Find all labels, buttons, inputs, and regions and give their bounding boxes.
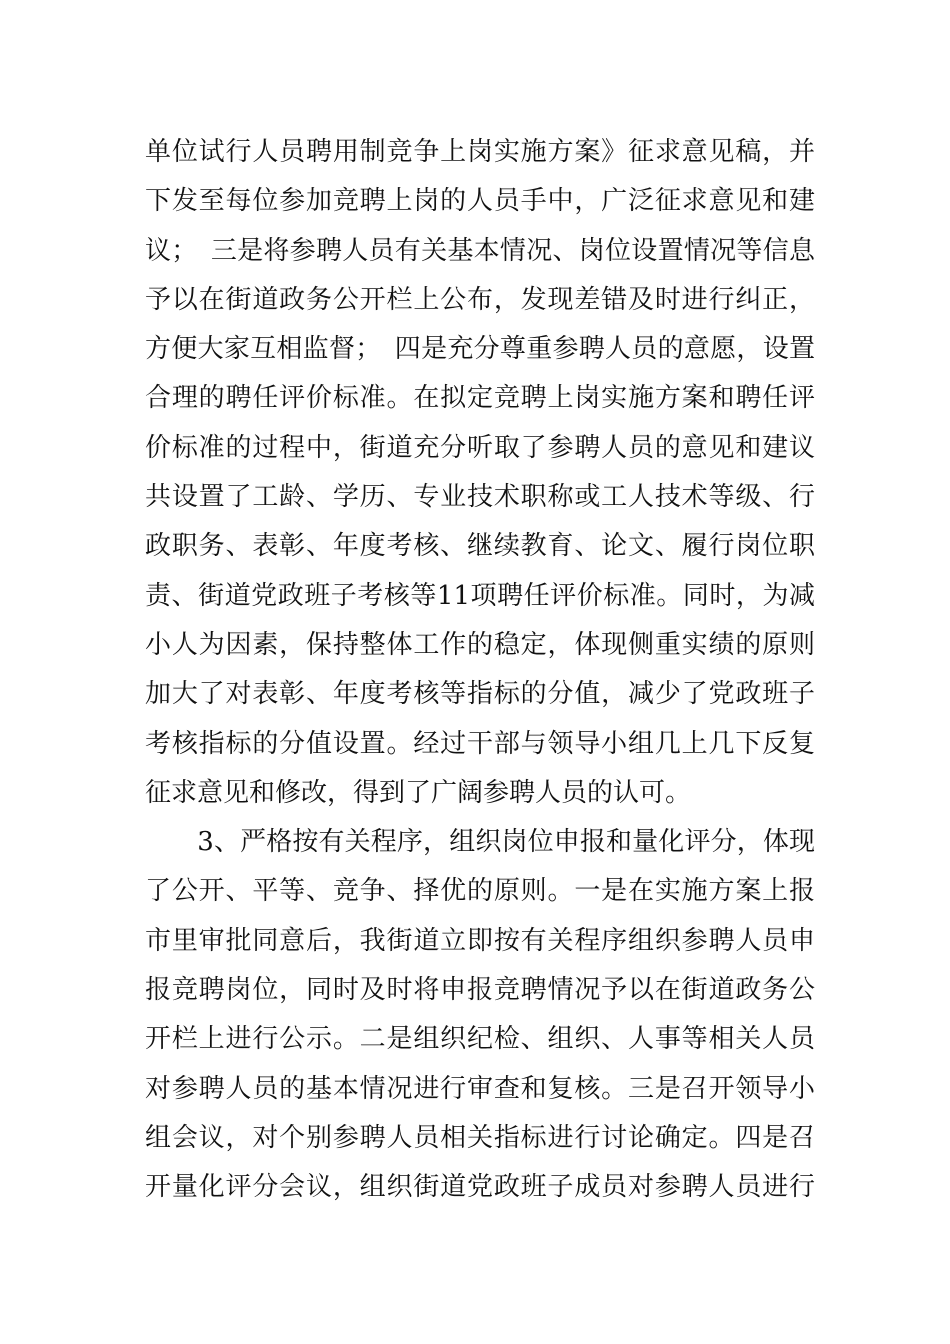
text-line: 开量化评分会议，组织街道党政班子成员对参聘人员进行 xyxy=(145,1172,815,1203)
text-line: 责、街道党政班子考核等11项聘任评价标准。同时，为减 xyxy=(145,580,815,611)
text-line: 考核指标的分值设置。经过干部与领导小组几上几下反复 xyxy=(145,728,815,759)
text-line: 予以在街道政务公开栏上公布，发现差错及时进行纠正， xyxy=(145,284,815,315)
text-line: 加大了对表彰、年度考核等指标的分值，减少了党政班子 xyxy=(145,679,815,710)
text-line: 市里审批同意后，我街道立即按有关程序组织参聘人员申 xyxy=(145,925,815,956)
text-line: 单位试行人员聘用制竞争上岗实施方案》征求意见稿，并 xyxy=(145,137,815,167)
body-text xyxy=(145,128,815,1213)
paragraph-start-line: 3、严格按有关程序，组织岗位申报和量化评分，体现 xyxy=(145,827,815,858)
text-line: 政职务、表彰、年度考核、继续教育、论文、履行岗位职 xyxy=(145,531,815,562)
text-line: 价标准的过程中，街道充分听取了参聘人员的意见和建议 xyxy=(145,432,815,463)
text-line: 下发至每位参加竞聘上岗的人员手中，广泛征求意见和建 xyxy=(145,186,815,217)
text-line: 方便大家互相监督； 四是充分尊重参聘人员的意愿，设置 xyxy=(145,334,815,365)
text-line: 对参聘人员的基本情况进行审查和复核。三是召开领导小 xyxy=(145,1073,815,1104)
text-line: 共设置了工龄、学历、专业技术职称或工人技术等级、行 xyxy=(145,482,815,513)
text-line: 合理的聘任评价标准。在拟定竞聘上岗实施方案和聘任评 xyxy=(145,383,815,414)
text-line: 议； 三是将参聘人员有关基本情况、岗位设置情况等信息 xyxy=(145,235,815,266)
text-line: 开栏上进行公示。二是组织纪检、组织、人事等相关人员 xyxy=(145,1024,815,1055)
text-line: 报竞聘岗位，同时及时将申报竞聘情况予以在街道政务公 xyxy=(145,975,815,1006)
paragraph-end-line: 征求意见和修改，得到了广阔参聘人员的认可。 xyxy=(145,777,692,808)
text-line: 小人为因素，保持整体工作的稳定，体现侧重实绩的原则 xyxy=(145,629,815,660)
text-line: 了公开、平等、竞争、择优的原则。一是在实施方案上报 xyxy=(145,876,815,907)
text-line: 组会议，对个别参聘人员相关指标进行讨论确定。四是召 xyxy=(145,1122,815,1153)
